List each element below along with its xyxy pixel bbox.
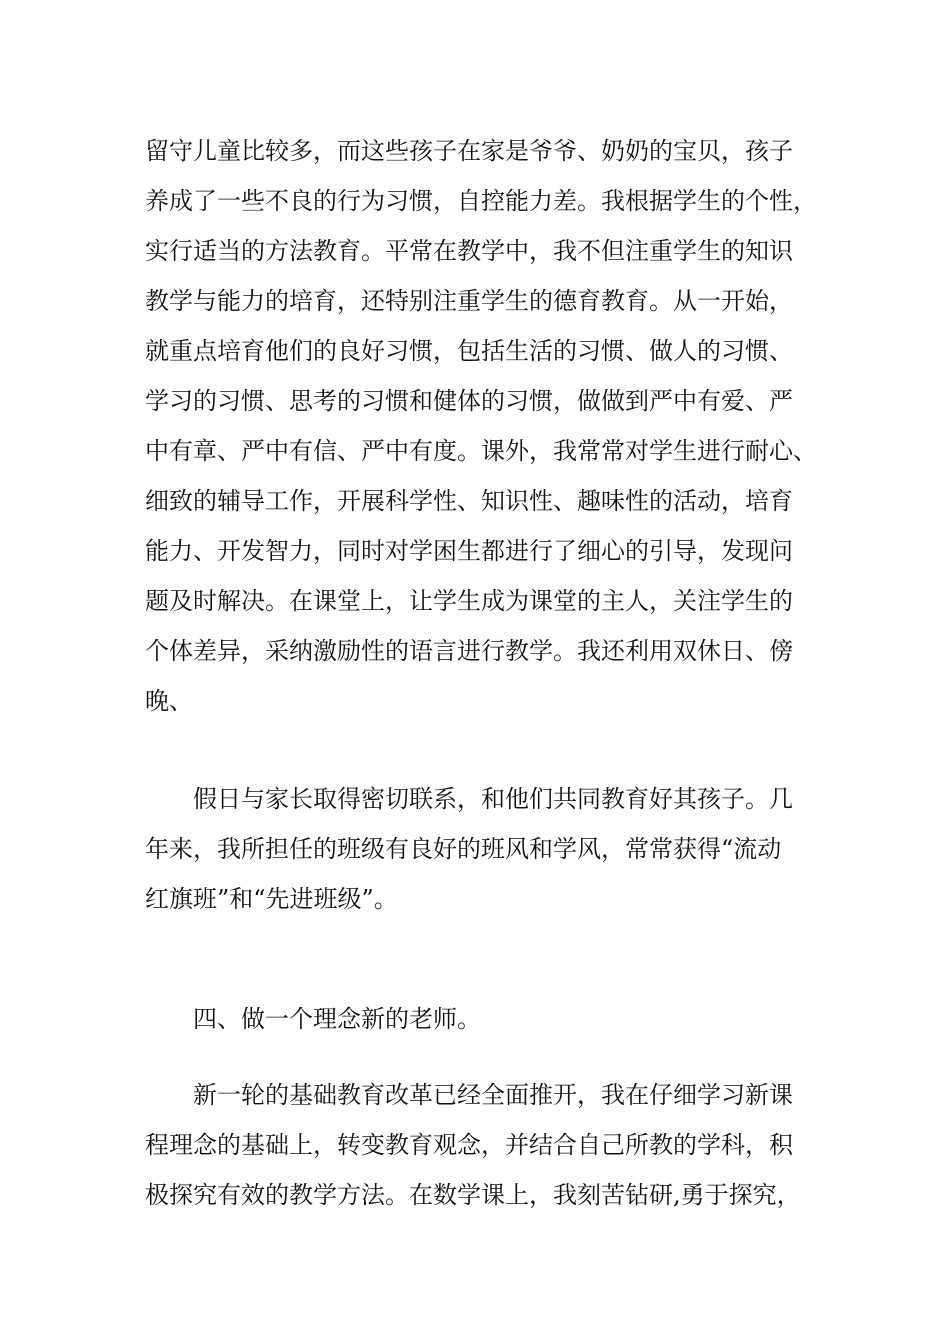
paragraph-line: 年来，我所担任的班级有良好的班风和学风，常常获得“流动 (145, 835, 782, 863)
section-heading (145, 994, 825, 1044)
paragraph-line: 晚、 (145, 687, 193, 715)
paragraph-continuation (145, 126, 825, 726)
paragraph-line: 细致的辅导工作，开展科学性、知识性、趣味性的活动，培育 (145, 487, 793, 515)
paragraph-line: 题及时解决。在课堂上，让学生成为课堂的主人，关注学生的 (145, 587, 793, 615)
paragraph-line: 学习的习惯、思考的习惯和健体的习惯，做做到严中有爱、严 (145, 387, 793, 415)
paragraph-line: 假日与家长取得密切联系，和他们共同教育好其孩子。几 (193, 785, 793, 813)
section-heading-text: 四、做一个理念新的老师。 (193, 1005, 481, 1033)
paragraph-line: 中有章、严中有信、严中有度。课外，我常常对学生进行耐心、 (145, 437, 817, 465)
paragraph-line: 就重点培育他们的良好习惯，包括生活的习惯、做人的习惯、 (145, 337, 793, 365)
paragraph-line: 新一轮的基础教育改革已经全面推开，我在仔细学习新课 (193, 1081, 793, 1109)
paragraph-line: 个体差异，采纳激励性的语言进行教学。我还利用双休日、傍 (145, 637, 793, 665)
paragraph-line: 实行适当的方法教育。平常在教学中，我不但注重学生的知识 (145, 237, 793, 265)
paragraph-family-contact (145, 774, 825, 924)
paragraph-line: 极探究有效的教学方法。在数学课上，我刻苦钻研,勇于探究， (145, 1181, 801, 1209)
paragraph-line: 红旗班”和“先进班级”。 (145, 885, 398, 913)
paragraph-line: 养成了一些不良的行为习惯，自控能力差。我根据学生的个性， (145, 187, 817, 215)
paragraph-line: 程理念的基础上，转变教育观念，并结合自己所教的学科，积 (145, 1131, 793, 1159)
paragraph-education-reform (145, 1070, 825, 1220)
paragraph-line: 教学与能力的培育，还特别注重学生的德育教育。从一开始， (145, 287, 793, 315)
paragraph-line: 能力、开发智力，同时对学困生都进行了细心的引导，发现问 (145, 537, 793, 565)
paragraph-line: 留守儿童比较多，而这些孩子在家是爷爷、奶奶的宝贝，孩子 (145, 137, 793, 165)
